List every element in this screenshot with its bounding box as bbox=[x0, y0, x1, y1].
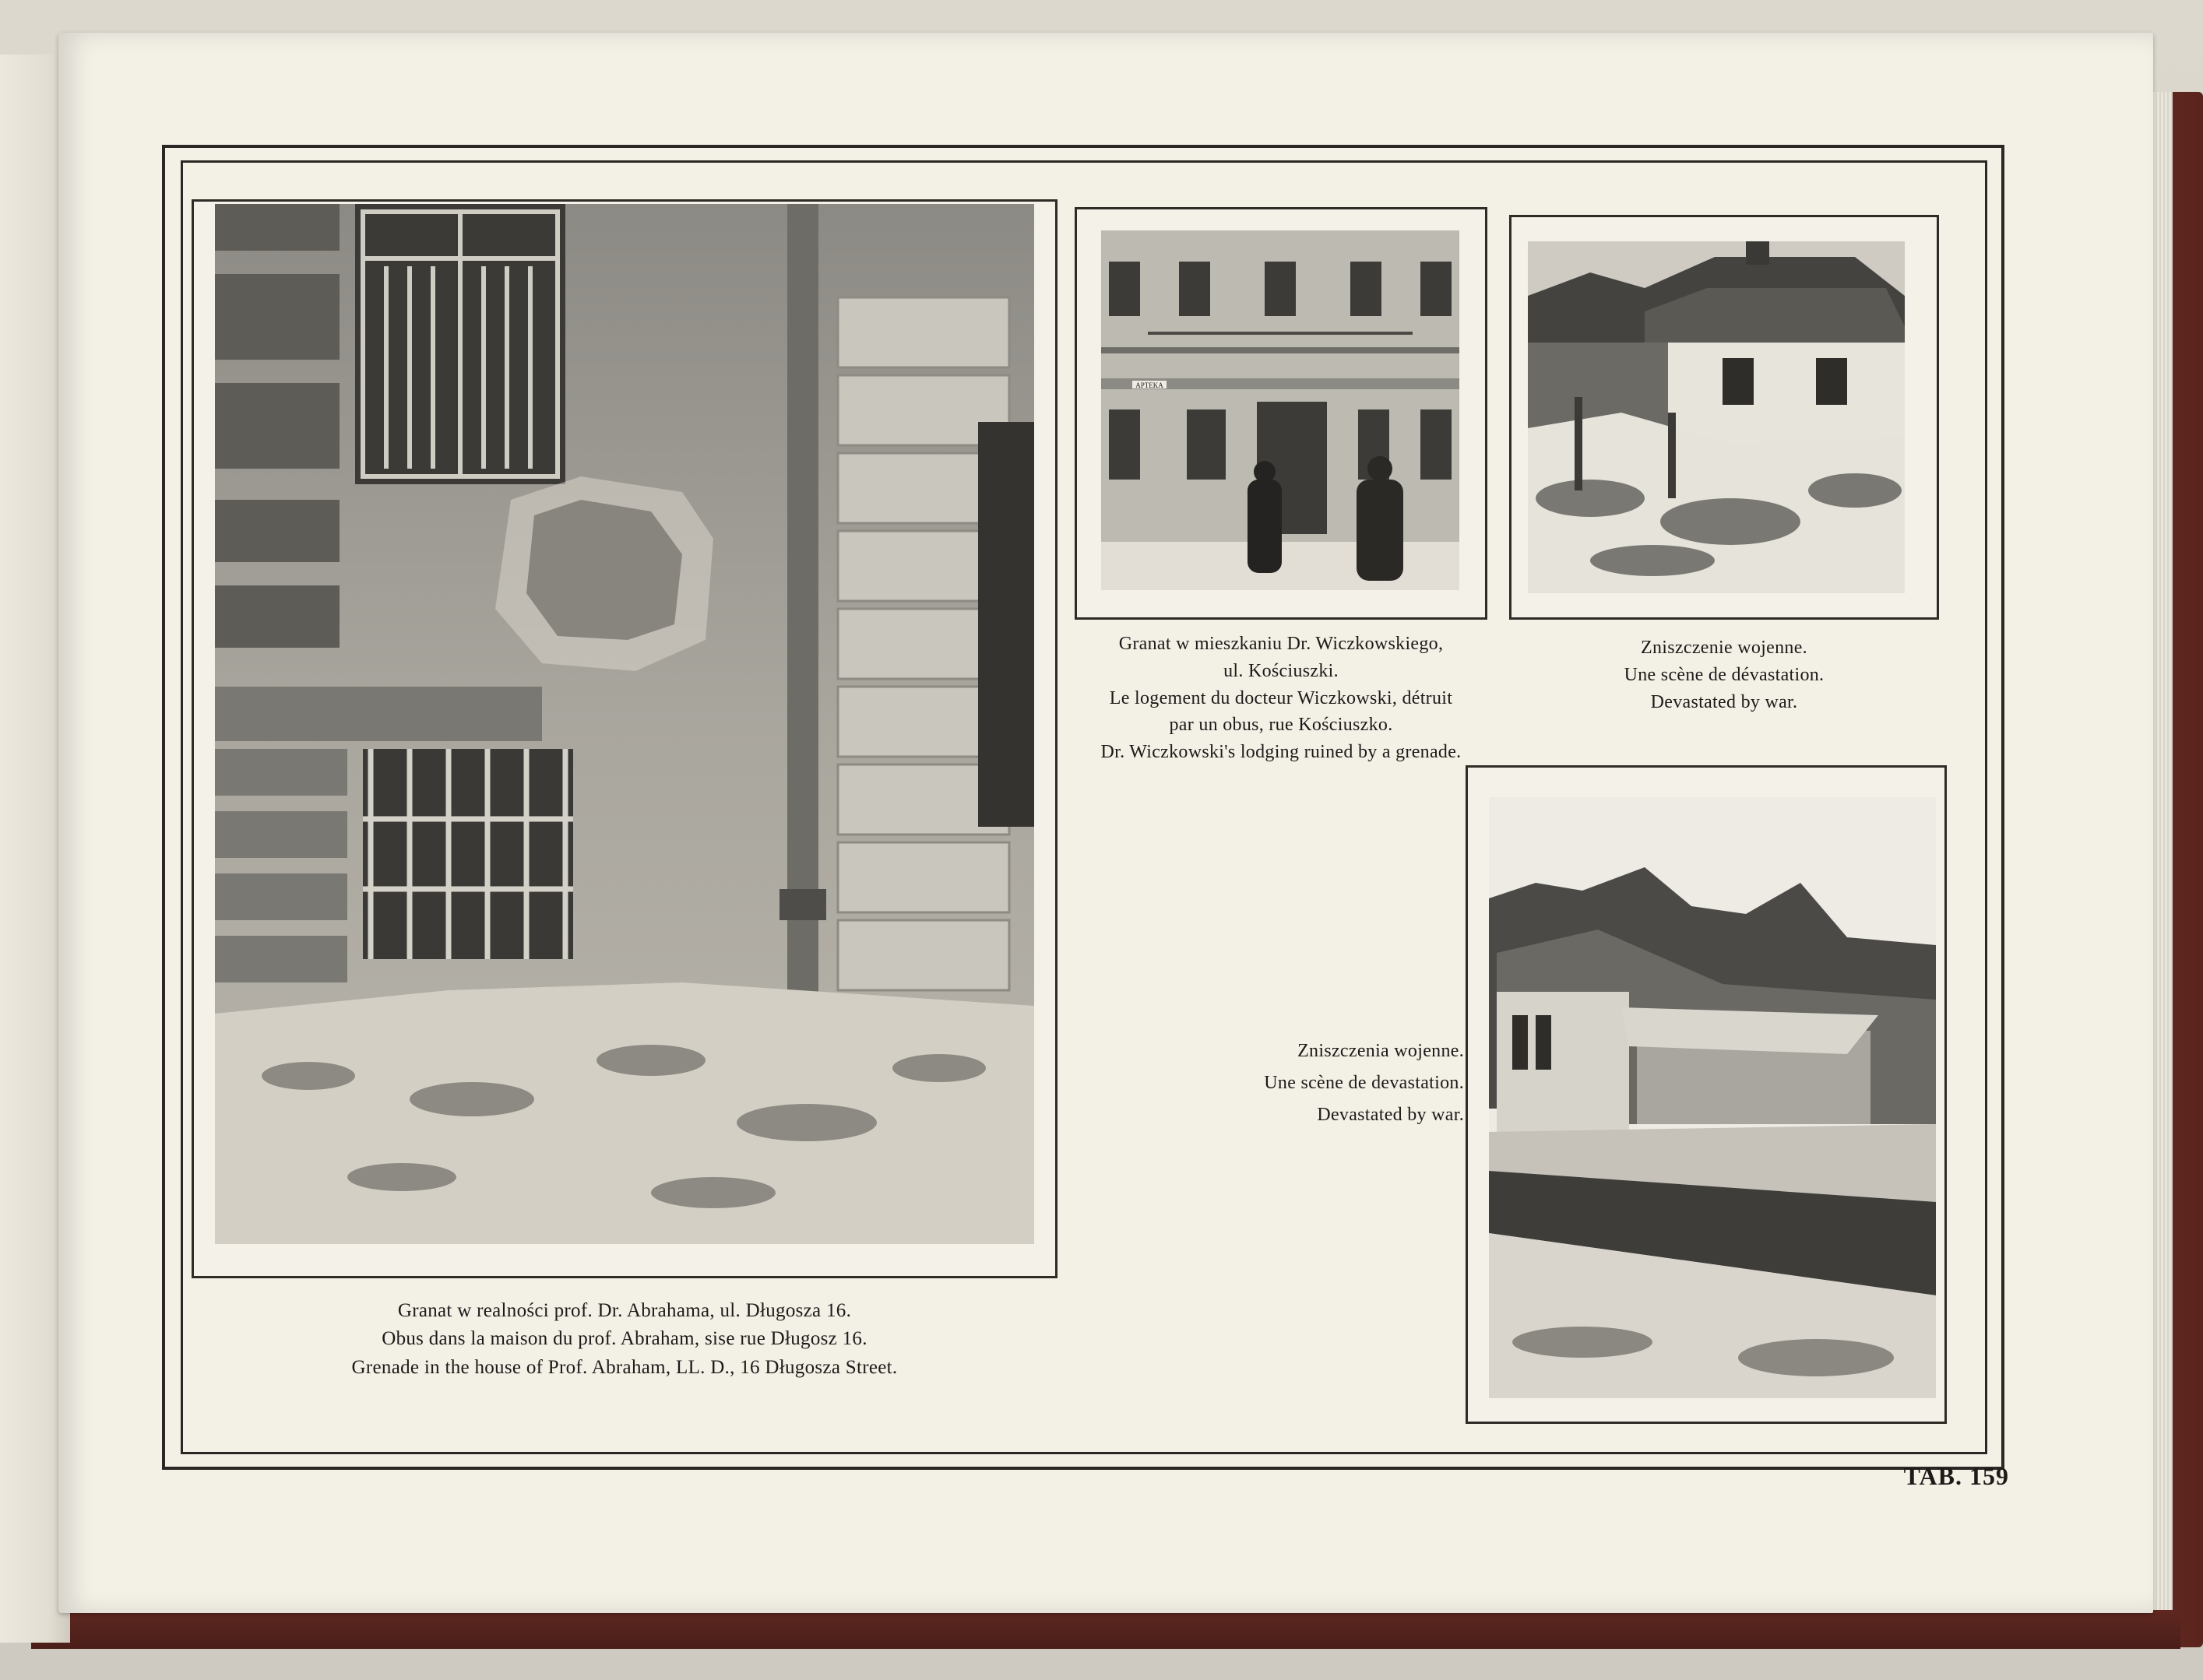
caption-line-polish: Granat w mieszkaniu Dr. Wiczkowskiego, bbox=[1118, 634, 1444, 654]
book-cover-bottom bbox=[31, 1611, 2180, 1649]
bottom-right-caption bbox=[1168, 1035, 1464, 1130]
main-photo-caption bbox=[215, 1297, 1034, 1382]
caption-line-french: Le logement du docteur Wiczkowski, détruit bbox=[1109, 687, 1453, 708]
caption-line-english: Devastated by war. bbox=[1650, 691, 1798, 712]
top-middle-caption bbox=[1075, 631, 1487, 766]
main-photo bbox=[215, 204, 1034, 1244]
caption-line-polish-2: ul. Kościuszki. bbox=[1223, 660, 1339, 681]
caption-line-english: Devastated by war. bbox=[1317, 1104, 1464, 1125]
caption-line-polish: Granat w realności prof. Dr. Abrahama, ul. Długosza 16. bbox=[397, 1300, 852, 1321]
caption-line-english: Grenade in the house of Prof. Abraham, LL. D., 16 Długosza Street. bbox=[351, 1356, 898, 1378]
caption-line-polish: Zniszczenia wojenne. bbox=[1297, 1041, 1464, 1061]
caption-line-french: Une scène de dévastation. bbox=[1624, 664, 1825, 685]
caption-line-english: Dr. Wiczkowski's lodging ruined by a grenade. bbox=[1100, 742, 1462, 763]
plate-number: TAB. 159 bbox=[1903, 1462, 2009, 1490]
top-right-caption bbox=[1509, 634, 1939, 715]
top-middle-photo bbox=[1101, 230, 1459, 590]
caption-line-polish: Zniszczenie wojenne. bbox=[1641, 638, 1807, 658]
storefront-sign: APTEKA bbox=[1135, 381, 1163, 389]
top-right-photo bbox=[1528, 241, 1905, 593]
caption-line-french-2: par un obus, rue Kościuszko. bbox=[1169, 715, 1393, 736]
bottom-right-photo bbox=[1489, 797, 1936, 1398]
caption-line-french: Obus dans la maison du prof. Abraham, sise rue Długosz 16. bbox=[382, 1328, 867, 1350]
caption-line-french: Une scène de devastation. bbox=[1264, 1072, 1464, 1093]
